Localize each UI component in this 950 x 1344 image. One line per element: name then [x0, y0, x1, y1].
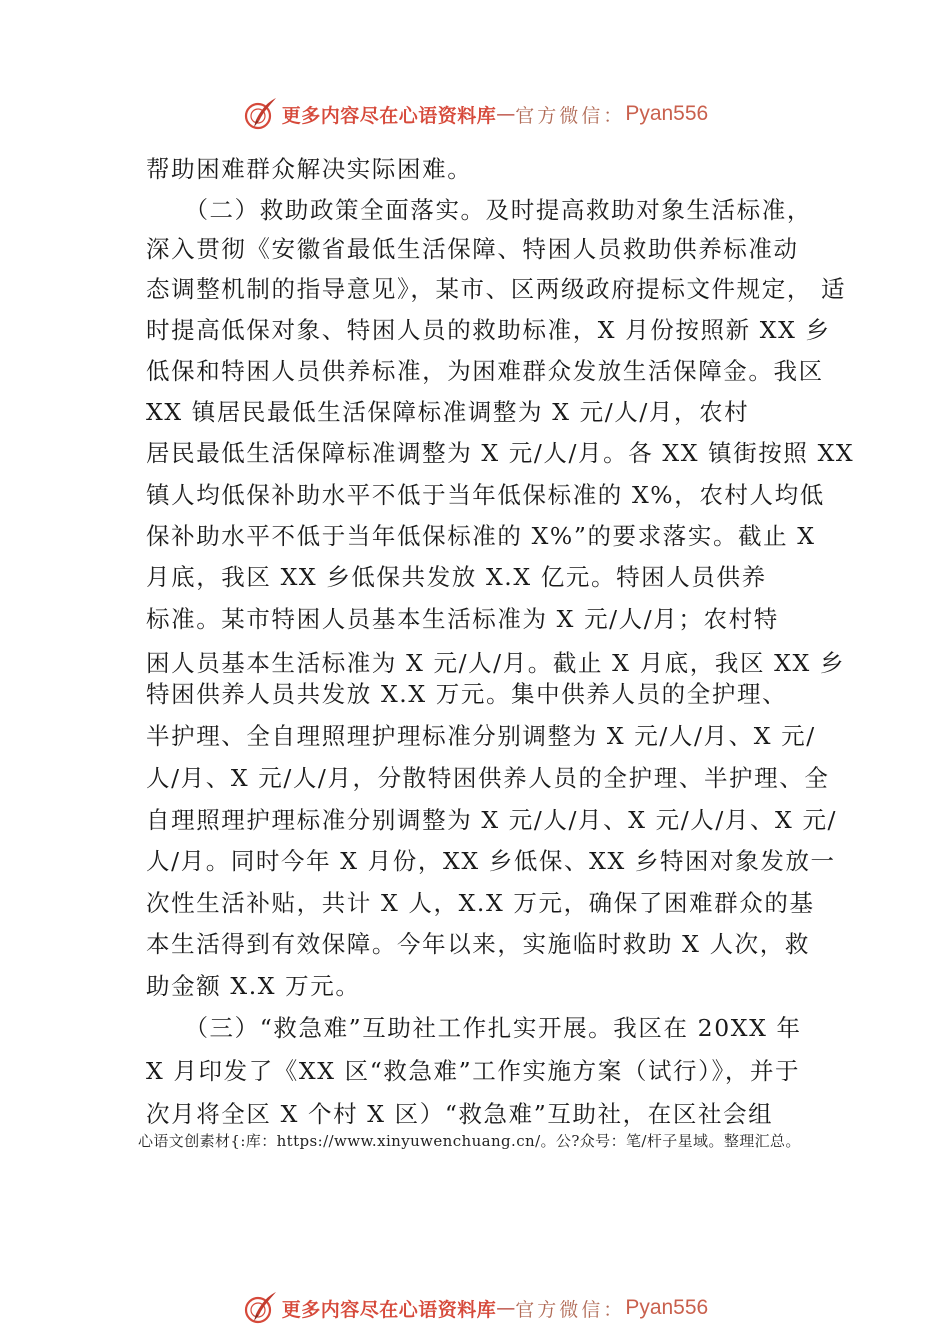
wechat-id: Pyan556 — [625, 1296, 709, 1319]
text-line-16: 人/月、X 元/人/月，分散特困供养人员的全护理、半护理、全 — [146, 764, 830, 792]
text-line-4: 态调整机制的指导意见》，某市、区两级政府提标文件规定， 适 — [146, 275, 847, 303]
source-footnote: 心语文创素材{:库：https://www.xinyuwenchuang.cn/。公?众号：笔/杆子星域。整理汇总。 — [138, 1132, 801, 1150]
brand-text: 更多内容尽在心语资料库 — [281, 1298, 497, 1321]
text-line-6: 低保和特困人员供养标准，为困难群众发放生活保障金。我区 — [146, 357, 824, 385]
official-wechat-label: 官方微信： — [515, 104, 626, 127]
header-banner — [0, 94, 950, 134]
text-line-9: 镇人均低保补助水平不低于当年低保标准的 X%，农村人均低 — [146, 481, 825, 509]
footer-banner — [0, 1288, 950, 1328]
official-wechat-label: 官方微信： — [515, 1298, 626, 1321]
text-line-13: 困人员基本生活标准为 X 元/人/月。截止 X 月底，我区 XX 乡 — [146, 649, 845, 677]
quill-seal-icon — [242, 96, 278, 132]
text-line-3: 深入贯彻《安徽省最低生活保障、特困人员救助供养标准动 — [146, 235, 799, 263]
text-line-5: 时提高低保对象、特困人员的救助标准，X 月份按照新 XX 乡 — [146, 316, 831, 344]
brand-separator: — — [496, 1297, 516, 1319]
text-line-20: 本生活得到有效保障。今年以来，实施临时救助 X 人次，救 — [146, 930, 810, 958]
text-line-11: 月底，我区 XX 乡低保共发放 X.X 亿元。特困人员供养 — [146, 563, 767, 591]
text-line-21: 助金额 X.X 万元。 — [146, 972, 361, 1000]
text-line-24: 次月将全区 X 个村 X 区）“救急难”互助社，在区社会组 — [146, 1100, 774, 1128]
text-line-8: 居民最低生活保障标准调整为 X 元/人/月。各 XX 镇街按照 XX — [146, 439, 855, 467]
text-line-19: 次性生活补贴，共计 X 人，X.X 万元，确保了困难群众的基 — [146, 889, 815, 917]
text-line-10: 保补助水平不低于当年低保标准的 X%”的要求落实。截止 X — [146, 522, 816, 550]
brand-separator: — — [496, 103, 516, 125]
text-line-12: 标准。某市特困人员基本生活标准为 X 元/人/月；农村特 — [146, 605, 779, 633]
text-line-15: 半护理、全自理照理护理标准分别调整为 X 元/人/月、X 元/ — [146, 722, 816, 750]
text-line-18: 人/月。同时今年 X 月份，XX 乡低保、XX 乡特困对象发放一 — [146, 847, 836, 875]
text-line-7: XX 镇居民最低生活保障标准调整为 X 元/人/月，农村 — [146, 398, 750, 426]
brand-text: 更多内容尽在心语资料库 — [281, 104, 497, 127]
wechat-id: Pyan556 — [625, 102, 709, 125]
quill-seal-icon — [242, 1290, 278, 1326]
text-line-1: 帮助困难群众解决实际困难。 — [146, 155, 473, 183]
text-line-2: （二）救助政策全面落实。及时提高救助对象生活标准， — [146, 196, 812, 224]
text-line-23: X 月印发了《XX 区“救急难”工作实施方案（试行）》，并于 — [146, 1057, 801, 1085]
text-line-22: （三）“救急难”互助社工作扎实开展。我区在 20XX 年 — [146, 1014, 802, 1042]
text-line-17: 自理照理护理标准分别调整为 X 元/人/月、X 元/人/月、X 元/ — [146, 806, 838, 834]
text-line-14: 特困供养人员共发放 X.X 万元。集中供养人员的全护理、 — [146, 680, 788, 708]
